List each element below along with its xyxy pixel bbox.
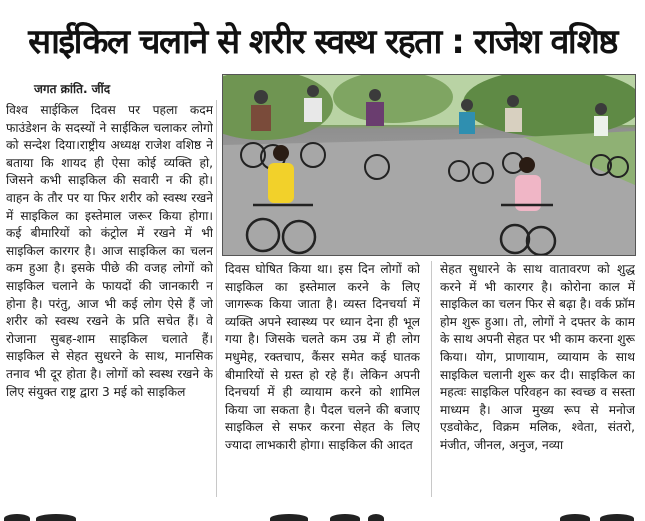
cut-off-next-article-text [0, 508, 645, 521]
headline: साईकिल चलाने से शरीर स्वस्थ रहता : राजेश वशिष्ठ [28, 22, 617, 62]
column-divider [216, 100, 217, 497]
article-column-2: दिवस घोषित किया था। इस दिन लोगों को साइकिल का इस्तेमाल करने के लिए जागरूक किया जाता है। व्यस्त दिनचर्या में व्यक्ति अपने स्वास्थ्य पर ध्यान देना ही भूल गया है। जिसके चलते कम उम्र में ही लोग मधुमेह, रक्तचाप, कैंसर समेत कई घातक बीमारियों से ग्रस्त हो रहे हैं। लेकिन अपनी दिनचर्या में ही व्यायाम करने को शामिल किया जा सकता है। पैदल चलने की बजाए साइकिल से सफर करना सेहत के लिए ज्यादा लाभकारी होगा। साइकिल की आदत [225, 262, 420, 452]
column-divider [431, 261, 432, 497]
dateline: जगत क्रांति. जींद [34, 82, 111, 96]
article-column-3: सेहत सुधारने के साथ वातावरण को शुद्ध करने में भी कारगर है। कोरोना काल में साइकिल का चलन फिर से बढ़ा है। वर्क फ्रॉम होम शुरू हुआ। तो, लोगों ने दफ्तर के काम के साथ अपनी सेहत पर भी काम करना शुरू किया। योग, प्राणायाम, व्यायाम के साथ साइकिल चलानी शुरू कर दी। साइकिल का महत्वः साइकिल परिवहन का स्वच्छ व सस्ता माध्यम है। आज मुख्य रूप से मनोज एडवोकेट, विक्रम मलिक, श्वेता, संतरो, मंजीत, जीनल, अनुज, नव्या [440, 262, 635, 452]
article-column-1: विश्व साईकिल दिवस पर पहला कदम फाउंडेशन के सदस्यों ने साईकिल चलाकर लोगो को सन्देश दिया।राष्ट्रीय अध्यक्ष राजेश वशिष्ठ ने बताया कि शायद ही ऐसा कोई व्यक्ति हो, जिसने कभी साइकिल की सवारी न की हो। वाहन के तौर पर या फिर शरीर को स्वस्थ रखने में साइकिल का इस्तेमाल जरूर किया होगा। कई बीमारियों को कंट्रोल में रखने में भी साइकिल कारगर है। आज साइकिल का चलन कम हुआ है। इसके पीछे की वजह लोगों को साइकिल चलाने के फायदों की जानकारी न होना है। परंतु, आज भी कई लोग ऐसे हैं जो शरीर को स्वस्थ रखने के प्रति सचेत हैं। वे रोजाना सुबह-शाम साइकिल चलाते हैं। साइकिल से सेहत सुधरने के साथ, मानसिक तनाव भी दूर होता है। लोगों को स्वस्थ रखने के लिए संयुक्त राष्ट्र द्वारा 3 मई को साइकिल [6, 103, 213, 399]
news-photo [222, 74, 636, 256]
